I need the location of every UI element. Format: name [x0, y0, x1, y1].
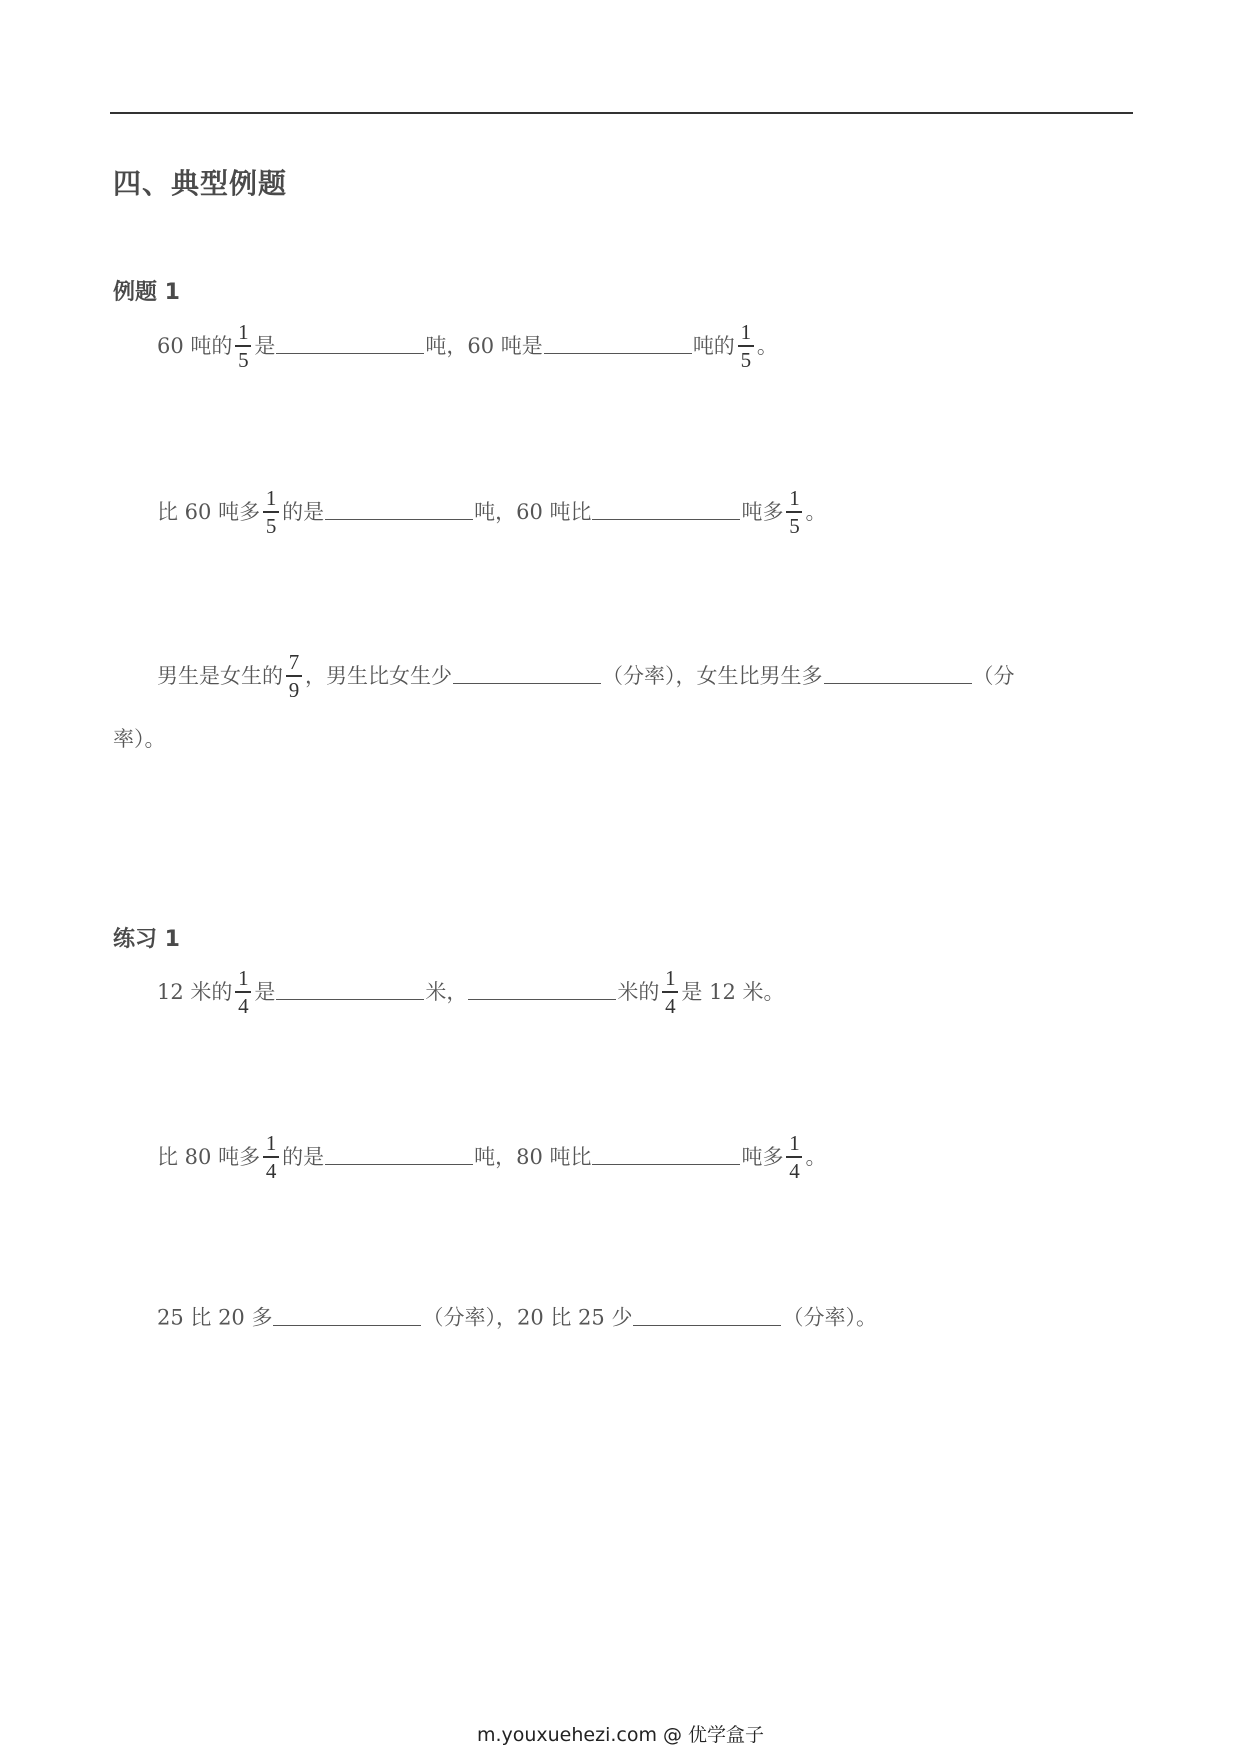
text: 的是: [282, 499, 325, 524]
fraction: [286, 650, 302, 702]
footer-watermark[interactable]: m.youxuehezi.com @ 优学盒子: [476, 1724, 765, 1746]
text: 60 吨的: [157, 333, 233, 358]
text: 吨，80 吨比: [474, 1144, 592, 1169]
example-question-1: [157, 320, 778, 372]
fraction: [738, 320, 754, 372]
section-title: 四、典型例题: [113, 167, 288, 200]
fraction-numerator: 1: [238, 966, 249, 990]
text: 吨多: [741, 1144, 784, 1169]
fraction-denominator: 4: [238, 993, 249, 1018]
fraction-numerator: 1: [265, 1131, 277, 1155]
practice-question-2: [157, 1131, 826, 1183]
text: 米，: [425, 979, 468, 1004]
answer-blank[interactable]: [544, 353, 692, 355]
text: （分率）。: [782, 1305, 877, 1330]
text: 吨的: [692, 333, 735, 358]
fraction-numerator: 1: [265, 486, 277, 510]
answer-blank[interactable]: [273, 1325, 421, 1327]
fraction-denominator: 5: [238, 347, 249, 372]
example-question-3: [157, 650, 1015, 702]
fraction-denominator: 4: [789, 1158, 800, 1183]
fraction: [263, 1131, 279, 1183]
text: 男生是女生的: [157, 663, 283, 688]
answer-blank[interactable]: [592, 519, 740, 521]
answer-blank[interactable]: [325, 519, 473, 521]
fraction-numerator: 1: [789, 486, 800, 510]
fraction-denominator: 5: [740, 347, 752, 372]
practice-heading: 练习 1: [113, 927, 180, 952]
text: 12 米的: [157, 979, 233, 1004]
practice-question-1: [157, 966, 784, 1018]
example-heading: 例题 1: [113, 280, 180, 305]
fraction: [786, 1131, 802, 1183]
fraction: [235, 966, 251, 1018]
text: （分: [972, 663, 1015, 688]
text: 是 12 米。: [681, 979, 785, 1004]
text: 比 80 吨多: [157, 1144, 261, 1169]
fraction-numerator: 1: [238, 320, 249, 344]
fraction: [263, 486, 279, 538]
fraction-denominator: 9: [288, 677, 300, 702]
fraction-numerator: 1: [740, 320, 752, 344]
text: 25 比 20 多: [157, 1305, 273, 1330]
text: 比 60 吨多: [157, 499, 261, 524]
fraction-numerator: 1: [665, 966, 676, 990]
text: 米的: [617, 979, 660, 1004]
fraction-denominator: 5: [265, 513, 277, 538]
text: 吨，60 吨是: [425, 333, 543, 358]
practice-question-3: [157, 1301, 877, 1333]
text: 的是: [282, 1144, 325, 1169]
text: 是: [254, 979, 276, 1004]
fraction-denominator: 4: [665, 993, 676, 1018]
fraction: [235, 320, 251, 372]
answer-blank[interactable]: [453, 683, 601, 685]
text: 吨，60 吨比: [474, 499, 592, 524]
text: 。: [805, 499, 827, 524]
text: 。: [805, 1144, 827, 1169]
answer-blank[interactable]: [276, 353, 424, 355]
top-rule: [110, 112, 1133, 114]
text: （分率），女生比男生多: [602, 663, 823, 688]
text: 是: [254, 333, 276, 358]
fraction: [786, 486, 802, 538]
fraction-denominator: 4: [265, 1158, 277, 1183]
text: （分率），20 比 25 少: [422, 1305, 633, 1330]
fraction-denominator: 5: [789, 513, 800, 538]
example-question-3-continuation: 率）。: [113, 727, 166, 751]
answer-blank[interactable]: [824, 683, 972, 685]
answer-blank[interactable]: [633, 1325, 781, 1327]
answer-blank[interactable]: [468, 999, 616, 1001]
answer-blank[interactable]: [592, 1164, 740, 1166]
fraction-numerator: 1: [789, 1131, 800, 1155]
text: ，男生比女生少: [305, 663, 452, 688]
answer-blank[interactable]: [276, 999, 424, 1001]
text: 。: [756, 333, 778, 358]
fraction-numerator: 7: [288, 650, 300, 674]
example-question-2: [157, 486, 826, 538]
text: 吨多: [741, 499, 784, 524]
fraction: [662, 966, 678, 1018]
answer-blank[interactable]: [325, 1164, 473, 1166]
